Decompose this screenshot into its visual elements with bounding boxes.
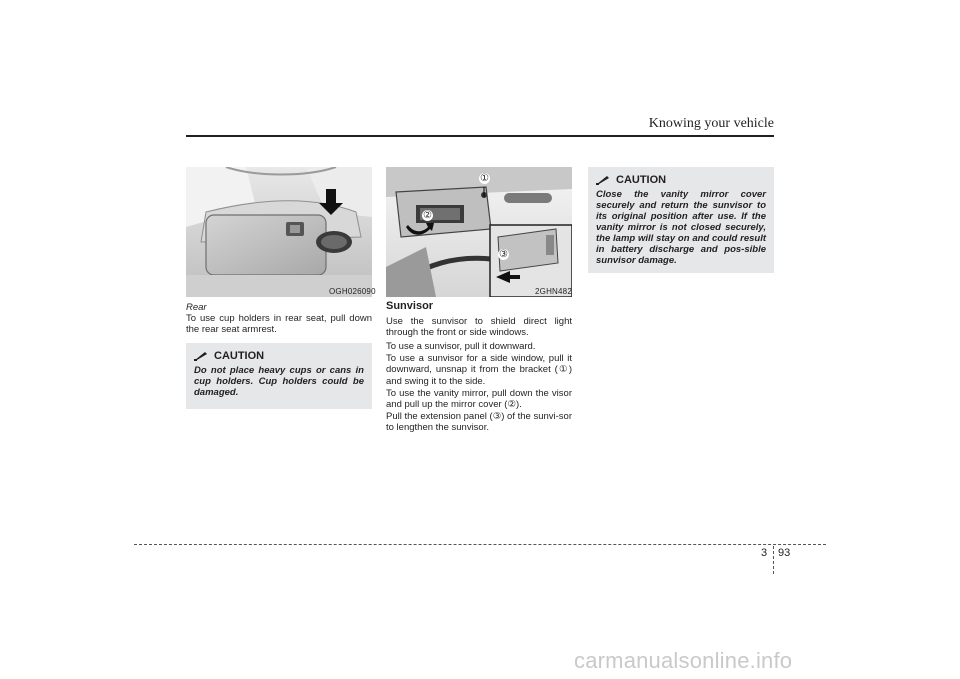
sunvisor-paragraph-1: Use the sunvisor to shield direct light through the front or side windows. (386, 316, 572, 339)
page-number: 93 (778, 547, 791, 559)
sunvisor-paragraph-5: Pull the extension panel (③) of the sunvi-sor to lengthen the sunvisor. (386, 411, 572, 434)
caution-title-left: CAUTION (214, 350, 265, 362)
callout-1: ① (480, 173, 489, 184)
image-code-left: OGH026090 (329, 287, 376, 296)
callout-3: ③ (499, 249, 508, 260)
footer-rule (134, 544, 826, 545)
caution-pencil-icon (194, 351, 208, 361)
caution-text-left: Do not place heavy cups or cans in cup holders. Cup holders could be damaged. (194, 365, 364, 398)
image-code-middle: 2GHN482 (535, 287, 572, 296)
caution-header-right (596, 174, 666, 186)
subheading-rear: Rear (186, 302, 207, 313)
sunvisor-paragraph-4: To use the vanity mirror, pull down the visor and pull up the mirror cover (②). (386, 388, 572, 411)
caution-text-right: Close the vanity mirror cover securely and return the sunvisor to its original position after use. If the vanity mirror is not closed securely, the lamp will stay on and could result in battery discharge and pos-sible sunvisor damage. (596, 189, 766, 266)
running-header: Knowing your vehicle (648, 116, 774, 131)
rear-paragraph: To use cup holders in rear seat, pull down the rear seat armrest. (186, 313, 372, 336)
watermark: carmanualsonline.info (574, 648, 793, 673)
header-rule (186, 135, 774, 137)
caution-header-left (194, 350, 264, 362)
sunvisor-heading: Sunvisor (386, 300, 434, 312)
callout-2: ② (423, 210, 432, 221)
caution-pencil-icon (596, 175, 610, 185)
caution-box-right (588, 167, 774, 273)
footer-divider (773, 546, 774, 574)
cup-holder-photo (186, 167, 372, 297)
sunvisor-paragraph-2: To use a sunvisor, pull it downward. (386, 341, 536, 352)
caution-box-left (186, 343, 372, 409)
caution-title-right: CAUTION (616, 174, 667, 186)
sunvisor-photo (386, 167, 572, 297)
sunvisor-paragraph-3: To use a sunvisor for a side window, pull it downward, unsnap it from the bracket (①) and swing it to the side. (386, 353, 572, 387)
chapter-number: 3 (761, 547, 768, 559)
